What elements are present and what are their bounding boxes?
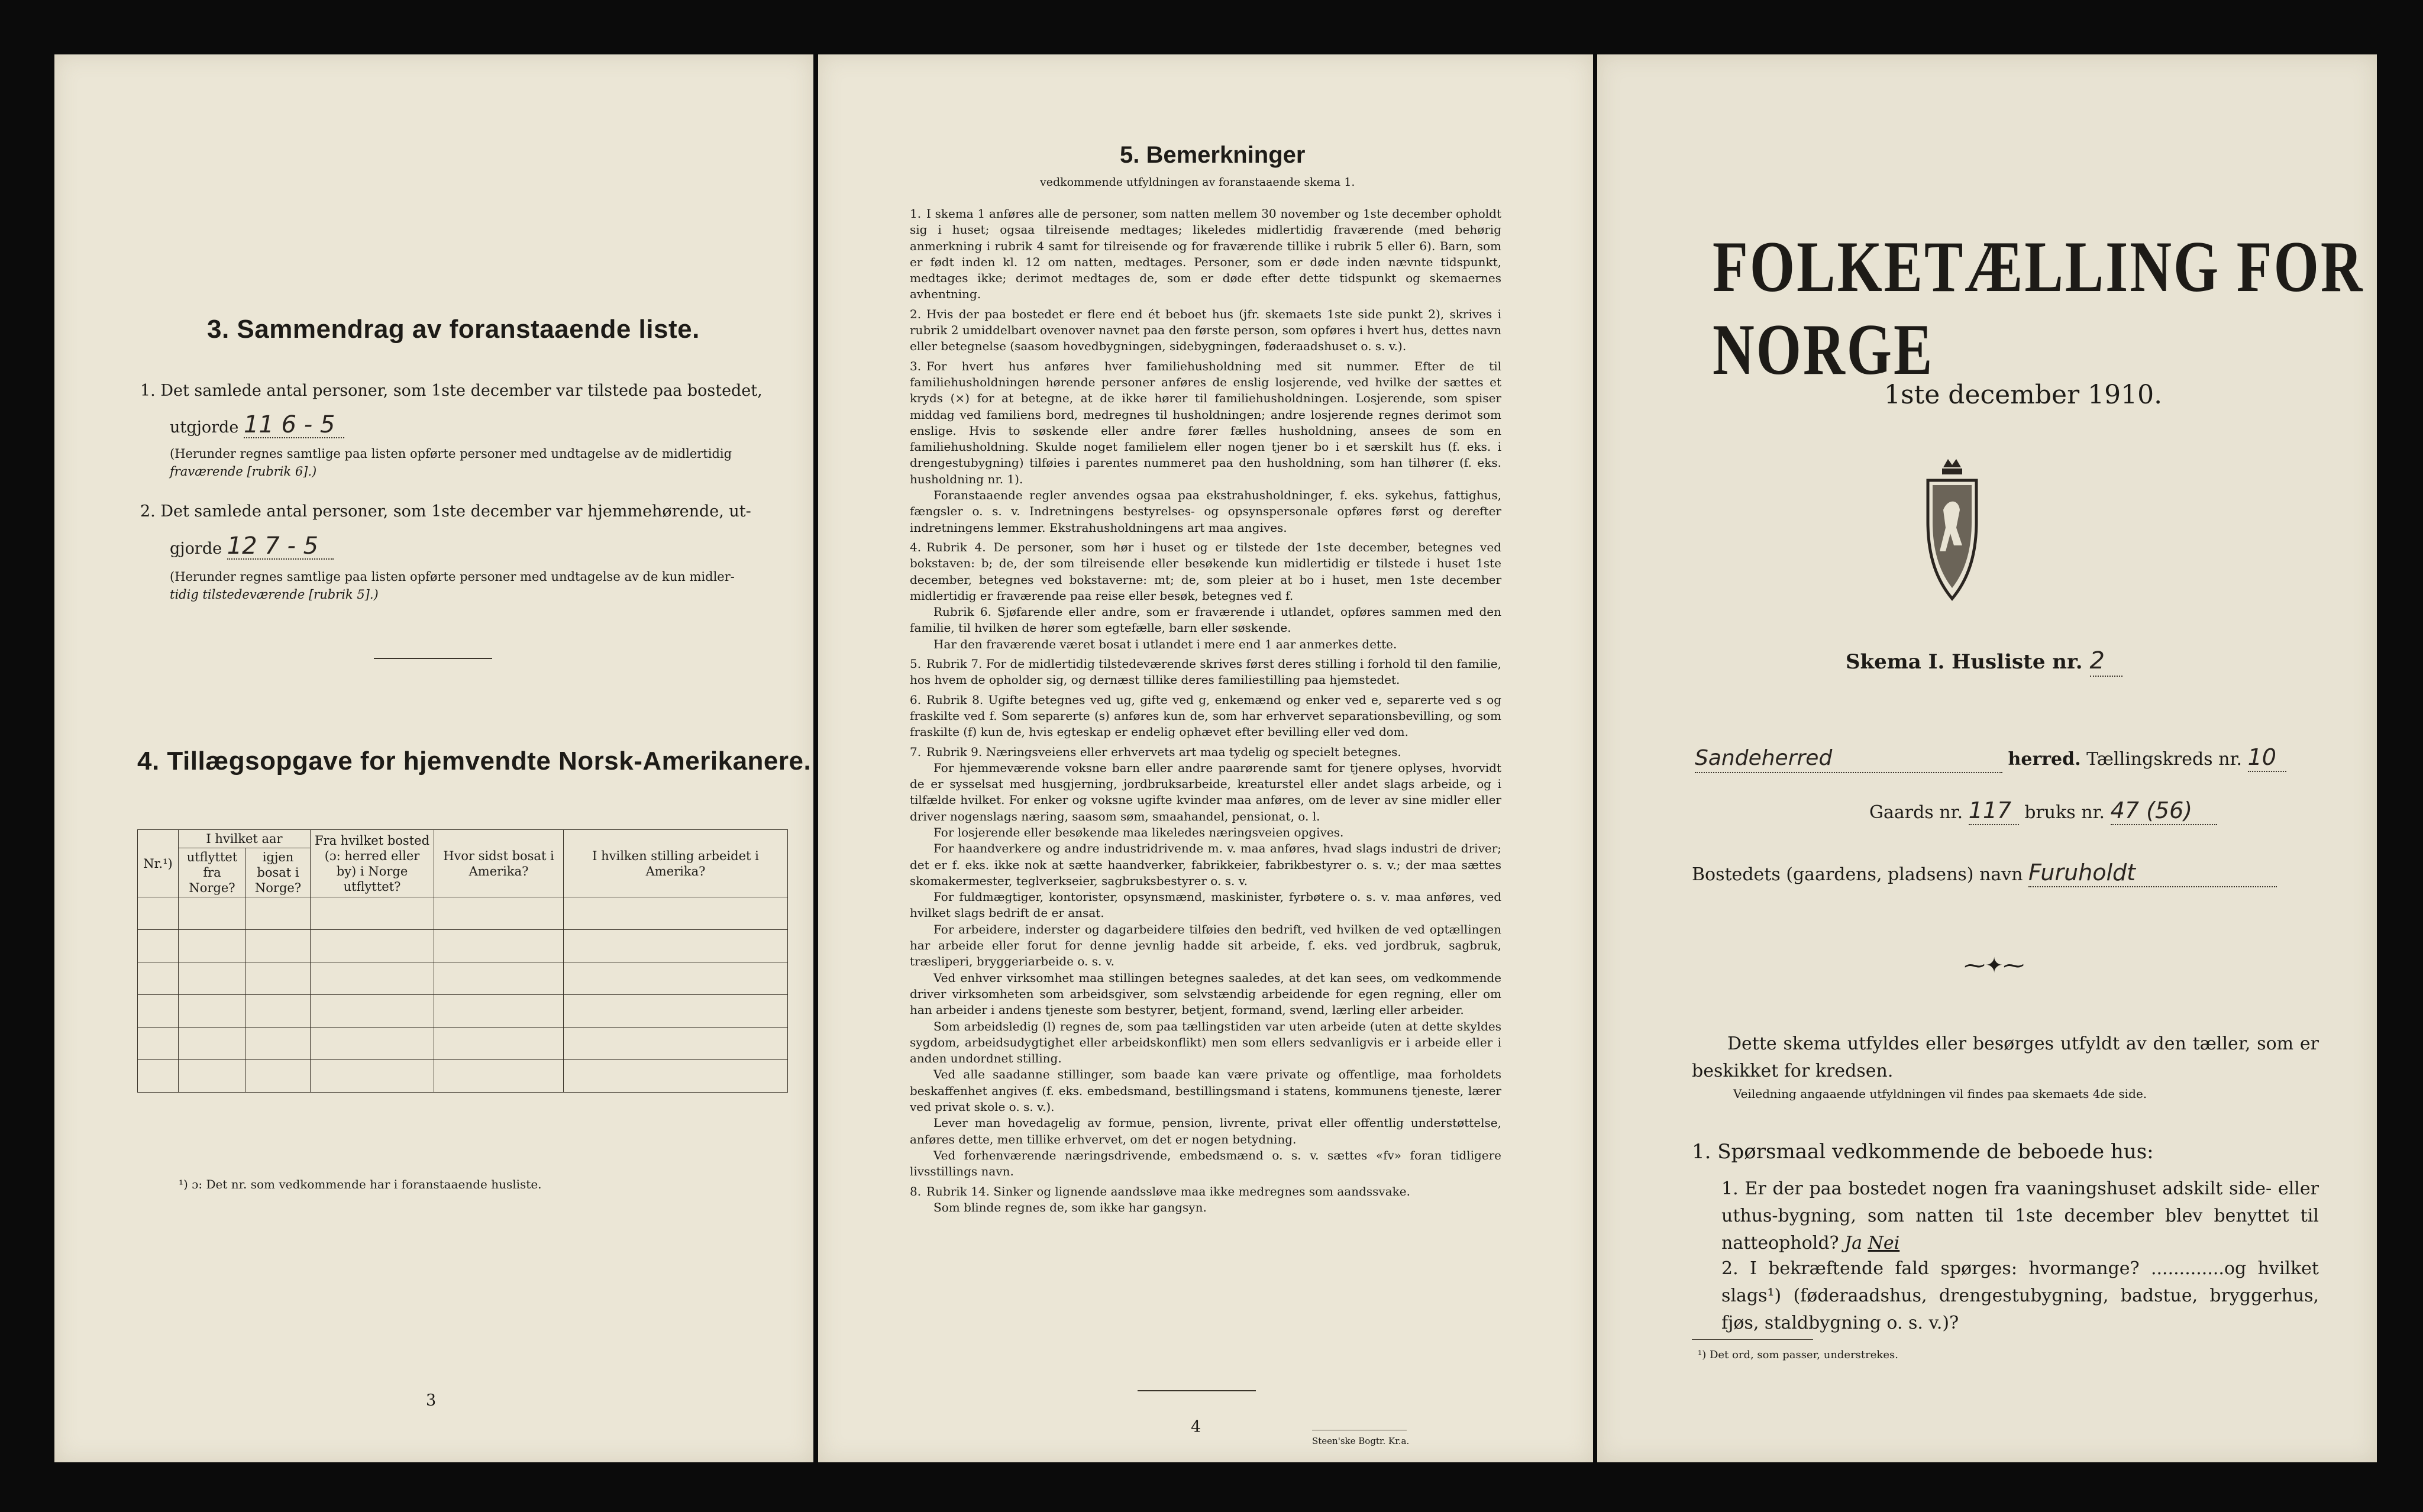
kreds-label: Tællingskreds nr.	[2086, 749, 2243, 770]
remark-text: Rubrik 14. Sinker og lignende aandssløve maa ikke medregnes som aandssvake.	[926, 1184, 1410, 1198]
bosted-value: Furuholdt	[2028, 859, 2277, 887]
remark-text: Ved enhver virksomhet maa stillingen betegnes saaledes, at det kan sees, om vedkommende driver virksomheten som arbeidsgiver, som selvstændig arbeidende for egen regning, eller om han arbeider i andens tjeneste som bestyrer, betjent, formand, svend, lærling eller arbeider.	[910, 970, 1501, 1017]
remarks-title: 5. Bemerkninger	[1120, 142, 1306, 168]
section4-title: 4. Tillægsopgave for hjemvendte Norsk-Amerikanere.	[137, 747, 812, 776]
remark-item	[910, 841, 1501, 889]
remark-text: For arbeidere, inderster og dagarbeidere tilføies den bedrift, ved hvilken de ved optællingen har arbeide eller forut for denne jevnlig hadde sit arbeide, f. eks. ved jordbruk, sagbruk, træsliperi, bryggeriarbeide o. s. v.	[910, 922, 1501, 969]
schema-label: Skema I. Husliste nr.	[1846, 650, 2083, 674]
remark-item	[910, 889, 1501, 922]
remark-text: For losjerende eller besøkende maa likeledes næringsveien opgives.	[933, 825, 1344, 839]
printer-imprint: Steen'ske Bogtr. Kr.a.	[1312, 1436, 1410, 1446]
herred-label: herred.	[2008, 749, 2081, 770]
questions-heading: 1. Spørsmaal vedkommende de beboede hus:	[1692, 1140, 2154, 1164]
footnote: ¹) Det ord, som passer, understrekes.	[1698, 1349, 1898, 1361]
q1-answer-prefix: Ja	[1844, 1233, 1863, 1253]
col-year-group: I hvilket aar	[179, 830, 311, 848]
col-where-last: Hvor sidst bosat i Amerika?	[434, 830, 564, 897]
item2-note-b: tidig tilstedeværende [rubrik 5].)	[170, 587, 379, 602]
remark-number: 3.	[910, 358, 922, 373]
norsk-amerikanere-table	[137, 829, 788, 1093]
remark-text: For fuldmægtiger, kontorister, opsynsmænd, maskinister, fyrbøtere o. s. v. maa anføres, ved hvilket slags bedrift de er ansat.	[910, 890, 1501, 920]
remark-item	[910, 1019, 1501, 1067]
herred-value: Sandeherred	[1695, 745, 2002, 773]
question-2: 2. I bekræftende fald spørges: hvormange? .............og hvilket slags¹) (føderaadshus, drengestubygning, badstue, bryggerhus, fjøs, staldbygning o. s. v.)?	[1721, 1258, 2319, 1333]
remark-item	[910, 692, 1501, 741]
census-date: 1ste december 1910.	[1884, 380, 2163, 410]
instruction-a: Dette skema utfyldes eller besørges utfyldt av den tæller, som er beskikket for kredsen.	[1692, 1033, 2319, 1081]
col-position: I hvilken stilling arbeidet i Amerika?	[564, 830, 788, 897]
remark-text: I skema 1 anføres alle de personer, som natten mellem 30 november og 1ste december opholdt sig i huset; ogsaa tilreisende medtages; likeledes midlertidig fraværende (med behørig anmerkning i rubrik 4 samt for tilreisende og for fraværende tillike i rubrik 5 eller 6). Barn, som er født inden kl. 12 om natten, medtages. Personer, som er døde inden nævnte tidspunkt, medtages ikke; derimot medtages de, som er døde efter dette tidspunkt og skemaernes avhentning.	[910, 206, 1501, 302]
kreds-value: 10	[2248, 744, 2286, 772]
remark-item	[910, 358, 1501, 487]
remark-number: 4.	[910, 539, 922, 554]
remark-number: 8.	[910, 1184, 922, 1198]
table-row	[138, 962, 788, 995]
form-title: FOLKETÆLLING FOR NORGE	[1713, 227, 2364, 390]
table-row	[138, 897, 788, 930]
ornament-icon: ⁓✦⁓	[1964, 954, 2025, 978]
remark-item	[910, 922, 1501, 970]
remark-item	[910, 760, 1501, 825]
page-number: 3	[426, 1391, 437, 1410]
col-emigrated: utflyttet fra Norge?	[179, 848, 246, 897]
footnote: ¹) ɔ: Det nr. som vedkommende har i foranstaaende husliste.	[179, 1177, 542, 1191]
table-row	[138, 1028, 788, 1060]
item2-prefix: gjorde	[170, 539, 222, 558]
remark-item	[910, 1200, 1501, 1216]
remark-text: Har den fraværende været bosat i utlandet i mere end 1 aar anmerkes dette.	[933, 637, 1397, 651]
gaards-label: Gaards nr.	[1869, 802, 1963, 823]
divider	[1138, 1390, 1256, 1391]
remark-text: Som blinde regnes de, som ikke har gangsyn.	[933, 1200, 1207, 1214]
q1-answer: Nei	[1868, 1233, 1900, 1253]
norwegian-coat-of-arms-icon	[1920, 457, 1985, 605]
remark-number: 5.	[910, 657, 922, 671]
item1-note-b: fraværende [rubrik 6].)	[170, 464, 317, 479]
remark-item	[910, 1115, 1501, 1148]
instruction-b: Veiledning angaaende utfyldningen vil findes paa skemaets 4de side.	[1733, 1087, 2147, 1101]
remarks-subtitle: vedkommende utfyldningen av foranstaaende skema 1.	[1040, 176, 1355, 189]
item2-text: 2. Det samlede antal personer, som 1ste december var hjemmehørende, ut-	[140, 502, 751, 521]
remark-number: 1.	[910, 206, 922, 221]
remark-item	[910, 1148, 1501, 1180]
remark-item	[910, 206, 1501, 303]
remark-item	[910, 744, 1501, 760]
remark-item	[910, 487, 1501, 536]
remark-text: Ved forhenværende næringsdrivende, embedsmænd o. s. v. sættes «fv» foran tidligere livsstillings navn.	[910, 1148, 1501, 1179]
page-right	[1597, 54, 2377, 1462]
remark-text: Rubrik 6. Sjøfarende eller andre, som er fraværende i utlandet, opføres sammen med den familie, til hvilken de hører som egtefælle, barn eller søskende.	[910, 605, 1501, 635]
item1-prefix: utgjorde	[170, 418, 239, 437]
remark-item	[910, 970, 1501, 1019]
remark-item	[910, 604, 1501, 637]
divider	[374, 658, 492, 659]
page-left	[54, 54, 813, 1462]
col-from-where: Fra hvilket bosted (ɔ: herred eller by) i Norge utflyttet?	[311, 830, 434, 897]
remark-number: 2.	[910, 306, 922, 321]
remark-text: Rubrik 8. Ugifte betegnes ved ug, gifte ved g, enkemænd og enker ved e, separerte ved s og fraskilte ved f. Som separerte (s) anføres kun de, som har erhvervet separationsbevilling, og som fraskilte (f) kun de, hvis egteskap er endelig ophævet efter bevilling eller ved dom.	[910, 692, 1501, 739]
item1-text: 1. Det samlede antal personer, som 1ste december var tilstede paa bostedet,	[140, 382, 763, 400]
remark-text: For hjemmeværende voksne barn eller andre paarørende samt for tjenere oplyses, hvorvidt de er sysselsat med husgjerning, jordbruksarbeide, kreaturstel eller andet slags arbeide, og i tilfælde hvilket. For enker og voksne ugifte kvinder maa anføres, om de lever av sine midler eller driver nogenslags næring, saasom søm, smaahandel, pensionat, o. l.	[910, 760, 1501, 823]
remark-text: Lever man hovedagelig av formue, pension, livrente, privat eller offentlig understøttelse, anføres dette, men tillike erhvervet, om det er nogen betydning.	[910, 1116, 1501, 1146]
remark-text: Som arbeidsledig (l) regnes de, som paa tællingstiden var uten arbeide (uten at dette skyldes sygdom, arbeidsudygtighet eller arbeidskonflikt) men som ellers sedvanligvis er i arbeide eller i anden undordnet stilling.	[910, 1019, 1501, 1066]
question-1: 1. Er der paa bostedet nogen fra vaaningshuset adskilt side- eller uthus-bygning, som natten til 1ste december blev benyttet til natteophold?	[1721, 1178, 2319, 1253]
item2-value: 12 7 - 5	[227, 534, 334, 560]
table-row	[138, 1060, 788, 1093]
husliste-number: 2	[2090, 646, 2122, 677]
col-nr: Nr.¹)	[138, 830, 179, 897]
remark-item	[910, 1067, 1501, 1115]
remark-item	[910, 637, 1501, 652]
remark-item	[910, 1184, 1501, 1200]
table-row	[138, 995, 788, 1028]
remark-item	[910, 306, 1501, 355]
col-returned: igjen bosat i Norge?	[246, 848, 311, 897]
remark-number: 6.	[910, 692, 922, 707]
bosted-label: Bostedets (gaardens, pladsens) navn	[1692, 864, 2023, 885]
page-middle	[818, 54, 1593, 1462]
section3-title: 3. Sammendrag av foranstaaende liste.	[207, 315, 700, 344]
remark-item	[910, 825, 1501, 841]
item1-note-a: (Herunder regnes samtlige paa listen opførte personer med undtagelse av de midlertidig	[170, 447, 732, 461]
bruks-value: 47 (56)	[2111, 797, 2217, 825]
table-row	[138, 930, 788, 962]
remark-text: Rubrik 7. For de midlertidig tilstedeværende skrives først deres stilling i forhold til den familie, hos hvem de opholder sig, og dernæst tillike deres familiestilling paa hjemstedet.	[910, 657, 1501, 687]
remark-text: Rubrik 4. De personer, som hør i huset og er tilstede der 1ste december, betegnes ved bokstaven: b; de, der som tilreisende eller besøkende kun midlertidig er tilstede i huset 1ste december, betegnes ved bokstaverne: mt; de, som pleier at bo i huset, men 1ste december midlertidig er fraværende paa reise eller besøk, betegnes ved f.	[910, 539, 1501, 603]
remark-text: Hvis der paa bostedet er flere end ét beboet hus (jfr. skemaets 1ste side punkt 2), skrives i rubrik 2 umiddelbart ovenover navnet paa den første person, som opføres i hvert hus, dettes navn eller betegnelse (saasom hovedbygningen, sidebygningen, føderaadshuset o. s. v.).	[910, 306, 1501, 354]
remark-text: Rubrik 9. Næringsveiens eller erhvervets art maa tydelig og specielt betegnes.	[926, 744, 1401, 759]
remark-text: For hvert hus anføres hver familiehusholdning med sit nummer. Efter de til familiehusholdningen hørende personer anføres de enslig losjerende, ved hvilke der sættes et kryds (×) for at betegne, at de ikke hører til familiehusholdningen. Losjerende, som spiser middag ved familiens bord, medregnes til husholdningen; andre losjerende regnes derimot som enslige. Hvis to søskende eller andre fører fælles husholdning, ansees de som en familiehusholdning. Skulde noget familielem eller nogen tjener bo i et særskilt hus (f. eks. i drengestubygning) tilføies i parentes nummeret paa den husholdning, som han tilhører (f. eks. husholdning nr. 1).	[910, 358, 1501, 486]
remark-text: Foranstaaende regler anvendes ogsaa paa ekstrahusholdninger, f. eks. sykehus, fattighus, fængsler o. s. v. Indretningens bestyrelses- og opsynspersonale opføres først og derefter indretningens lemmer. Ekstrahusholdningens art maa angives.	[910, 488, 1501, 535]
bruks-label: bruks nr.	[2024, 802, 2105, 823]
remark-text: Ved alle saadanne stillinger, som baade kan være private og offentlige, maa forholdets beskaffenhet angives (f. eks. embedsmand, bestillingsmand i statens, kommunens tjeneste, lærer ved privat skole o. s. v.).	[910, 1067, 1501, 1114]
remarks-list	[910, 202, 1501, 1216]
remark-item	[910, 656, 1501, 689]
remark-text: For haandverkere og andre industridrivende m. v. maa anføres, hvad slags industri de driver; det er f. eks. ikke nok at sætte haandverker, fabrikkeier, fabrikbestyrer o. s. v.; der maa sættes skomakermester, teglverkseier, sagbruksbestyrer o. s. v.	[910, 841, 1501, 888]
gaards-value: 117	[1969, 797, 2019, 825]
remark-number: 7.	[910, 744, 922, 759]
item2-note-a: (Herunder regnes samtlige paa listen opførte personer med undtagelse av de kun midler-	[170, 570, 735, 584]
remark-item	[910, 539, 1501, 604]
item1-value: 11 6 - 5	[244, 412, 344, 438]
footnote-rule	[1692, 1339, 1813, 1340]
page-number: 4	[1191, 1418, 1201, 1436]
